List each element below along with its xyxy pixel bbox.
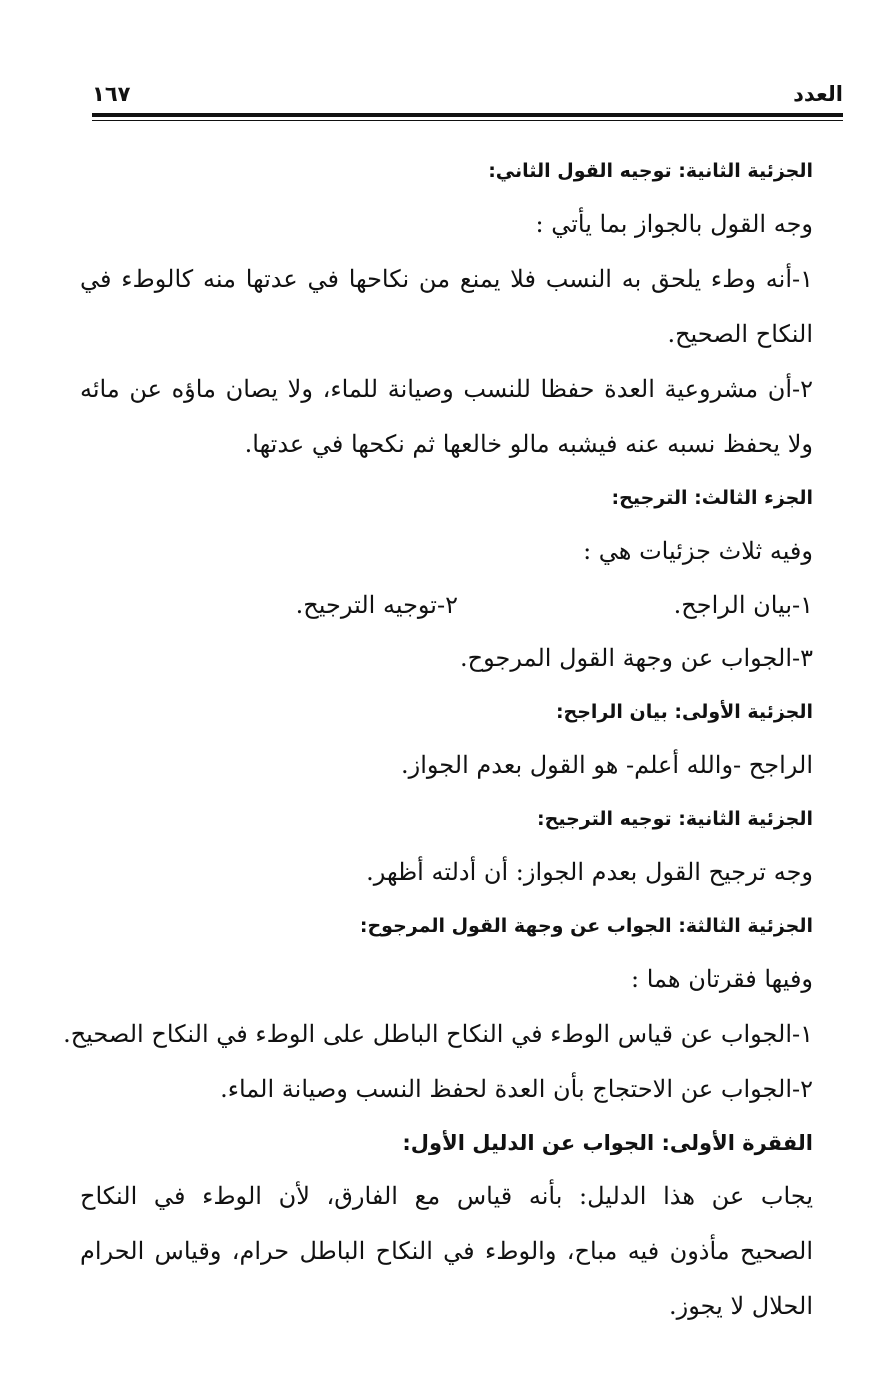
section-heading: الجزئية الثانية: توجيه القول الثاني: — [488, 160, 813, 182]
list-item: ٢-الجواب عن الاحتجاج بأن العدة لحفظ النسب وصيانة الماء. — [220, 1075, 813, 1103]
section-heading: الجزئية الثانية: توجيه الترجيح: — [537, 808, 813, 830]
list-item: ٣-الجواب عن وجهة القول المرجوح. — [459, 644, 813, 672]
header-rule-thick — [92, 113, 843, 117]
list-item: ٢-توجيه الترجيح. — [295, 591, 458, 619]
paragraph-line: ولا يحفظ نسبه عنه فيشبه مالو خالعها ثم نكحها في عدتها. — [244, 430, 813, 458]
page-body — [63, 145, 813, 1334]
paragraph-line: ٢-أن مشروعية العدة حفظا للنسب وصيانة للماء، ولا يصان ماؤه عن مائه — [80, 375, 813, 403]
paragraph: وفيه ثلاث جزئيات هي : — [583, 537, 813, 565]
section-heading: الفقرة الأولى: الجواب عن الدليل الأول: — [402, 1131, 813, 1155]
paragraph: وجه ترجيح القول بعدم الجواز: أن أدلته أظهر. — [366, 858, 813, 886]
list-item: ١-بيان الراجح. — [673, 591, 813, 619]
paragraph-line: يجاب عن هذا الدليل: بأنه قياس مع الفارق، لأن الوطء في النكاح — [80, 1182, 813, 1210]
paragraph-line: النكاح الصحيح. — [667, 320, 813, 348]
paragraph-line: الصحيح مأذون فيه مباح، والوطء في النكاح الباطل حرام، وقياس الحرام — [80, 1237, 813, 1265]
running-header — [92, 82, 843, 112]
list-row — [80, 579, 813, 631]
header-rule-thin — [92, 120, 843, 121]
paragraph: وفيها فقرتان هما : — [631, 965, 813, 993]
paragraph: الراجح -والله أعلم- هو القول بعدم الجواز. — [401, 751, 813, 779]
section-heading: الجزئية الأولى: بيان الراجح: — [555, 701, 813, 723]
chapter-title: العدد — [793, 82, 843, 106]
paragraph-line: ١-أنه وطء يلحق به النسب فلا يمنع من نكاحها في عدتها منه كالوطء في — [80, 265, 813, 293]
page-number: ١٦٧ — [92, 82, 131, 106]
list-item: ١-الجواب عن قياس الوطء في النكاح الباطل على الوطء في النكاح الصحيح. — [63, 1020, 813, 1048]
section-heading: الجزء الثالث: الترجيح: — [611, 487, 813, 509]
paragraph: وجه القول بالجواز بما يأتي : — [535, 210, 813, 238]
section-heading: الجزئية الثالثة: الجواب عن وجهة القول المرجوح: — [359, 915, 813, 937]
paragraph-line: الحلال لا يجوز. — [669, 1292, 813, 1320]
